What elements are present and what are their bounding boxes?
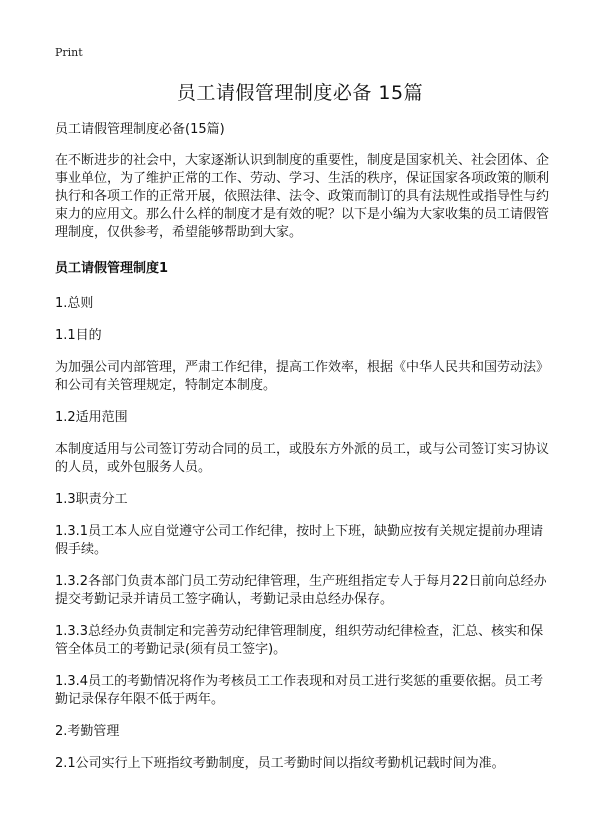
paragraph-1-3-2: 1.3.2各部门负责本部门员工劳动纪律管理，生产班组指定专人于每月22日前向总经办提交考勤记录并请员工签字确认，考勤记录由总经办保存。 bbox=[55, 574, 547, 607]
section-heading: 员工请假管理制度1 bbox=[55, 261, 169, 276]
paragraph-purpose: 为加强公司内部管理，严肃工作纪律，提高工作效率，根据《中华人民共和国劳动法》和公司有关管理规定，特制定本制度。 bbox=[55, 360, 550, 393]
paragraph-1-3-4: 1.3.4员工的考勤情况将作为考核员工工作表现和对员工进行奖惩的重要依据。员工考勤记录保存年限不低于两年。 bbox=[55, 674, 544, 707]
heading-purpose: 1.1目的 bbox=[55, 328, 102, 343]
paragraph-2-1: 2.1公司实行上下班指纹考勤制度，员工考勤时间以指纹考勤机记载时间为准。 bbox=[55, 756, 505, 771]
paragraph-scope: 本制度适用与公司签订劳动合同的员工，或股东方外派的员工，或与公司签订实习协议的人员，或外包服务人员。 bbox=[55, 442, 550, 475]
heading-scope: 1.2适用范围 bbox=[55, 410, 128, 425]
print-label: Print bbox=[55, 46, 83, 59]
document-title: 员工请假管理制度必备 15篇 bbox=[176, 82, 424, 104]
heading-responsibilities: 1.3职责分工 bbox=[55, 492, 128, 507]
heading-attendance: 2.考勤管理 bbox=[55, 724, 120, 739]
intro-paragraph: 在不断进步的社会中，大家逐渐认识到制度的重要性，制度是国家机关、社会团体、企事业单位，为了维护正常的工作、劳动、学习、生活的秩序，保证国家各项政策的顺利执行和各项工作的正常开展，依照法律、法令、政策而制订的具有法规性或指导性与约束力的应用文。那么什么样的制度才是有效的呢？以下是小编为大家收集的员工请假管理制度，仅供参考，希望能够帮助到大家。 bbox=[55, 153, 550, 240]
document-body bbox=[55, 121, 555, 787]
document-subtitle: 员工请假管理制度必备(15篇) bbox=[55, 122, 225, 137]
paragraph-1-3-1: 1.3.1员工本人应自觉遵守公司工作纪律，按时上下班，缺勤应按有关规定提前办理请假手续。 bbox=[55, 524, 544, 557]
paragraph-1-3-3: 1.3.3总经办负责制定和完善劳动纪律管理制度，组织劳动纪律检查，汇总、核实和保管全体员工的考勤记录(须有员工签字)。 bbox=[55, 624, 544, 657]
heading-general: 1.总则 bbox=[55, 296, 94, 311]
